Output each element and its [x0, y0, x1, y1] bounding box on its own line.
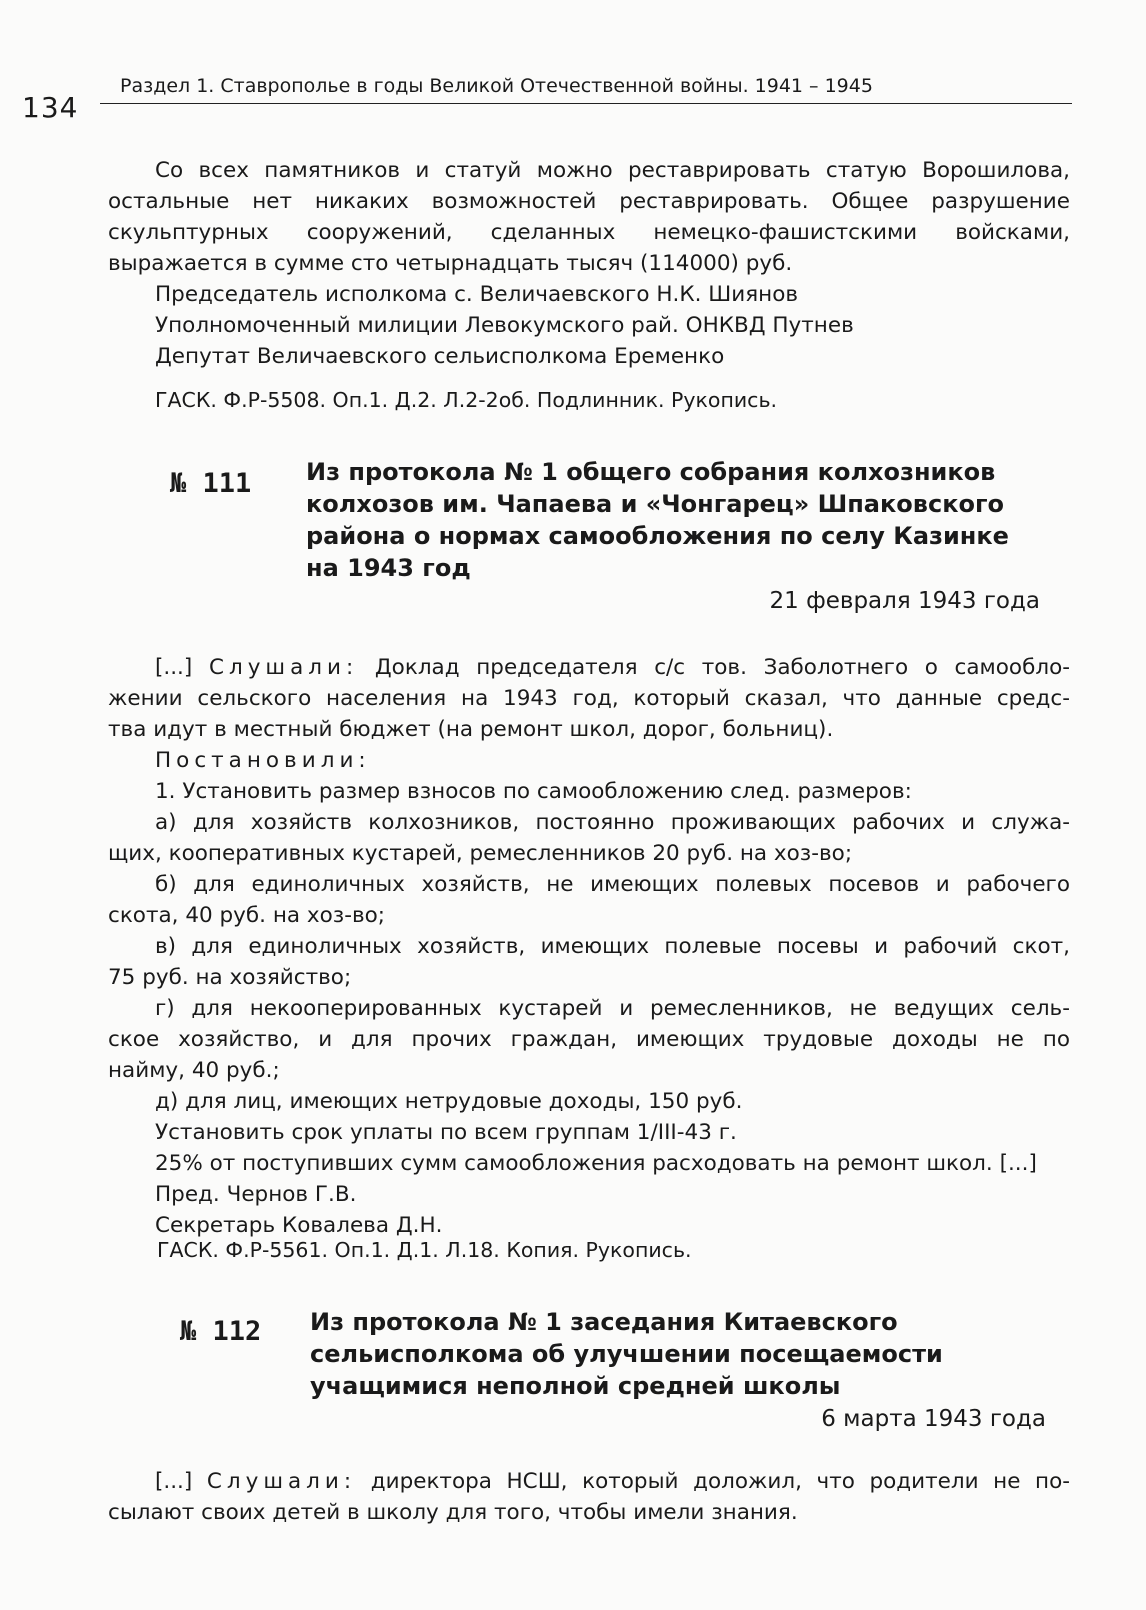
intro-line: скульптурных сооружений, сделанных немецко-фашистскими войсками,	[108, 220, 1070, 245]
body-line: 25% от поступивших сумм самообложения расходовать на ремонт школ. [...]	[155, 1151, 1037, 1176]
body-line: 1. Установить размер взносов по самообложению след. размеров:	[155, 779, 912, 804]
body-line: скота, 40 руб. на хоз-во;	[108, 903, 386, 928]
document-number: № 111	[170, 468, 252, 499]
running-title: Раздел 1. Ставрополье в годы Великой Отечественной войны. 1941 – 1945	[120, 75, 873, 97]
document-title: Из протокола № 1 заседания Китаевского сельисполкома об улучшении посещаемости учащимися неполной средней школы	[310, 1308, 943, 1400]
heard-label: Слушали:	[208, 655, 359, 680]
intro-line: Со всех памятников и статуй можно реставрировать статую Ворошилова,	[155, 158, 1070, 183]
document-body	[108, 652, 1070, 1241]
intro-paragraph	[108, 155, 1070, 372]
signature-line: Уполномоченный милиции Левокумского рай. ОНКВД Путнев	[155, 313, 854, 338]
document-body	[108, 1466, 1070, 1528]
heard-line	[108, 1466, 1070, 1497]
heard-text: Доклад председателя с/с тов. Заболотнего о самообло-	[358, 655, 1070, 680]
signature-line: Секретарь Ковалева Д.Н.	[155, 1213, 443, 1238]
body-line: тва идут в местный бюджет (на ремонт школ, дорог, больниц).	[108, 717, 834, 742]
body-line: Установить срок уплаты по всем группам 1/III-43 г.	[155, 1120, 737, 1145]
intro-line: выражается в сумме сто четырнадцать тысяч (114000) руб.	[108, 251, 793, 276]
body-line: ское хозяйство, и для прочих граждан, имеющих трудовые доходы не по	[108, 1027, 1070, 1052]
document-title: Из протокола № 1 общего собрания колхозников колхозов им. Чапаева и «Чонгарец» Шпаковского района о нормах самообложения по селу Казинке на 1943 год	[306, 458, 1009, 582]
heard-text: директора НСШ, который доложил, что родители не по-	[356, 1469, 1070, 1494]
body-line: а) для хозяйств колхозников, постоянно проживающих рабочих и служа-	[155, 810, 1070, 835]
body-line: в) для единоличных хозяйств, имеющих полевые посевы и рабочий скот,	[155, 934, 1070, 959]
archive-source: ГАСК. Ф.Р-5561. Оп.1. Д.1. Л.18. Копия. Рукопись.	[157, 1238, 692, 1262]
ellipsis-mark: [...]	[155, 655, 209, 680]
heard-label: Слушали:	[206, 1469, 357, 1494]
body-line: щих, кооперативных кустарей, ремесленников 20 руб. на хоз-во;	[108, 841, 853, 866]
header-rule	[100, 103, 1072, 104]
document-date: 6 марта 1943 года	[821, 1406, 1046, 1432]
ellipsis-mark: [...]	[155, 1469, 207, 1494]
body-line: найму, 40 руб.;	[108, 1058, 280, 1083]
body-line: сылают своих детей в школу для того, чтобы имели знания.	[108, 1500, 798, 1525]
body-line: д) для лиц, имеющих нетрудовые доходы, 150 руб.	[155, 1089, 743, 1114]
body-line: г) для некооперированных кустарей и ремесленников, не ведущих сель-	[155, 996, 1070, 1021]
signature-line: Председатель исполкома с. Величаевского Н.К. Шиянов	[155, 282, 799, 307]
document-number: № 112	[180, 1316, 262, 1347]
signature-line: Депутат Величаевского сельисполкома Еременко	[155, 344, 725, 369]
document-date: 21 февраля 1943 года	[769, 588, 1040, 614]
resolved-label: Постановили:	[155, 748, 371, 773]
signature-line: Пред. Чернов Г.В.	[155, 1182, 357, 1207]
page-number: 134	[22, 91, 79, 124]
archive-source: ГАСК. Ф.Р-5508. Оп.1. Д.2. Л.2-2об. Подлинник. Рукопись.	[155, 388, 778, 412]
heard-line	[108, 652, 1070, 683]
intro-line: остальные нет никаких возможностей реставрировать. Общее разрушение	[108, 189, 1070, 214]
body-line: жении сельского населения на 1943 год, который сказал, что данные средс-	[108, 686, 1070, 711]
body-line: 75 руб. на хозяйство;	[108, 965, 352, 990]
body-line: б) для единоличных хозяйств, не имеющих полевых посевов и рабочего	[155, 872, 1070, 897]
